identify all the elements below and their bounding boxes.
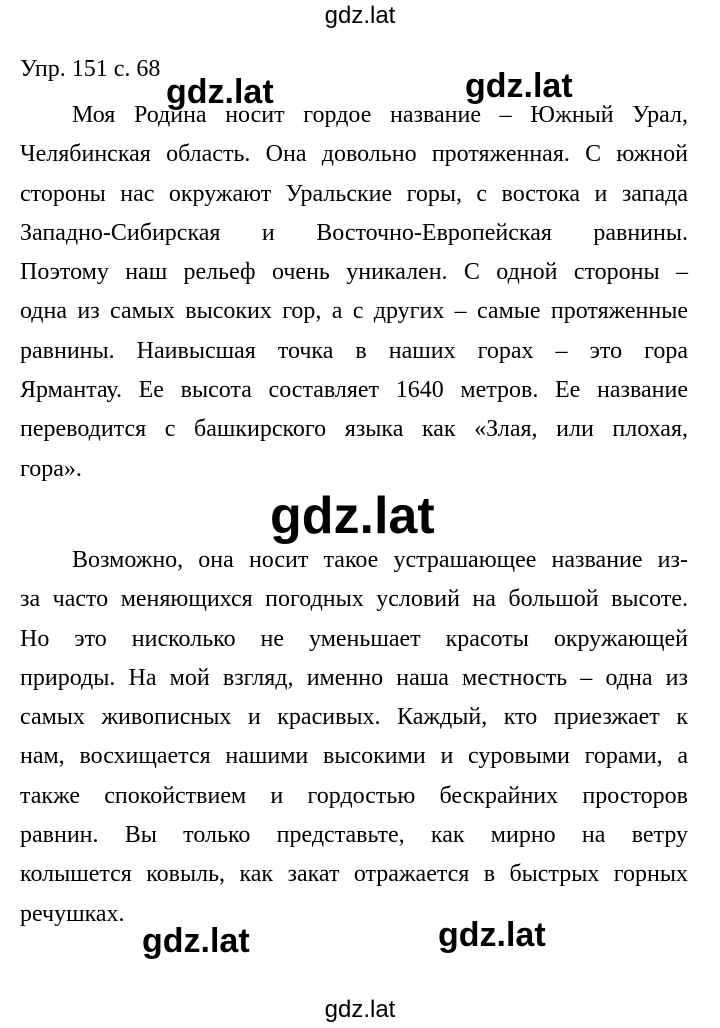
- text-line: природы. На мой взгляд, именно наша местность – одна из: [20, 664, 688, 691]
- text-line: гора».: [20, 455, 82, 482]
- text-line: нам, восхищается нашими высокими и суровыми горами, а: [20, 743, 688, 770]
- text-line: самых живописных и красивых. Каждый, кто приезжает к: [20, 704, 688, 731]
- watermark: gdz.lat: [166, 73, 274, 111]
- text-line: Но это нисколько не уменьшает красоты окружающей: [20, 625, 688, 652]
- paragraph-1: [20, 96, 688, 489]
- text-line: Возможно, она носит такое устрашающее название из-: [72, 547, 688, 573]
- watermark: gdz.lat: [142, 922, 250, 960]
- text-line: равнины. Наивысшая точка в наших горах – это гора: [20, 337, 688, 364]
- text-line: переводится с башкирского языка как «Злая, или плохая,: [20, 416, 688, 443]
- text-line: Поэтому наш рельеф очень уникален. С одной стороны –: [20, 259, 688, 286]
- text-line: речушках.: [20, 900, 125, 927]
- text-line: одна из самых высоких гор, а с других – самые протяженные: [20, 298, 688, 325]
- text-line: Челябинская область. Она довольно протяженная. С южной: [20, 141, 688, 168]
- watermark: gdz.lat: [465, 67, 573, 105]
- text-line: за часто меняющихся погодных условий на большой высоте.: [20, 586, 688, 613]
- site-footer: gdz.lat: [324, 996, 396, 1023]
- text-line: колышется ковыль, как закат отражается в быстрых горных: [20, 861, 688, 888]
- exercise-reference: Упр. 151 с. 68: [20, 56, 161, 82]
- text-line: равнин. Вы только представьте, как мирно на ветру: [20, 822, 688, 849]
- text-line: Моя Родина носит гордое название – Южный Урал,: [72, 102, 688, 128]
- watermark: gdz.lat: [270, 487, 435, 545]
- text-line: Ярмантау. Ее высота составляет 1640 метров. Ее название: [20, 377, 688, 404]
- site-header: gdz.lat: [324, 2, 396, 29]
- text-line: стороны нас окружают Уральские горы, с востока и запада: [20, 180, 688, 207]
- text-line: также спокойствием и гордостью бескрайних просторов: [20, 782, 688, 809]
- paragraph-2: [20, 541, 688, 934]
- text-line: Западно-Сибирская и Восточно-Европейская равнины.: [20, 219, 688, 246]
- watermark: gdz.lat: [438, 916, 546, 954]
